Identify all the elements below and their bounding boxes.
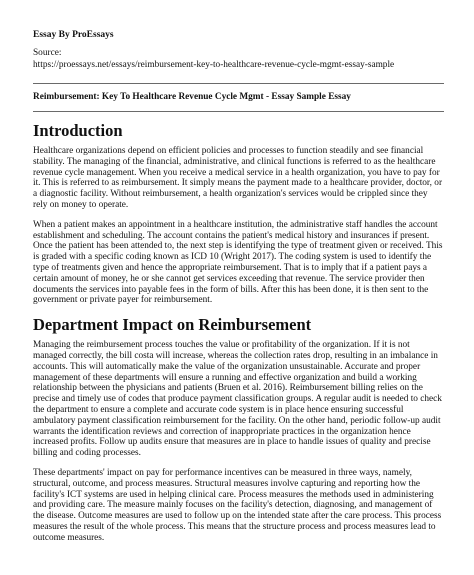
section-heading-department-impact: Department Impact on Reimbursement [33, 315, 312, 335]
intro-paragraph-2: When a patient makes an appointment in a healthcare institution, the administrative staff handles the account establishment and scheduling. The account contains the patient's medical history and insurances if present. Once the patient has been attended to, the next step is identifying the type of treatment given or received. This is graded with a specific coding known as ICD 10 (Wright 2017). The coding system is used to identify the type of treatments given and hence the appropriate reimbursement. That is to imply that if a patient pays a certain amount of money, he or she cannot get services exceeding that revenue. The service provider then documents the services into payable fees in the form of bills. After this has been done, it is then sent to the government or private payer for reimbursement. [33, 219, 443, 306]
department-paragraph-1: Managing the reimbursement process touches the value or profitability of the organization. If it is not managed correctly, the bill costa will increase, whereas the collection rates drop, resulting in an imbalance in accounts. This will automatically make the value of the organization unsustainable. Accurate and proper management of these departments will ensure a running and effective organization and build a working relationship between the physicians and patients (Bruen et al. 2016). Reimbursement billing relies on the precise and timely use of codes that produce payment classification groups. A regular audit is needed to check the department to ensure a complete and accurate code system is in place hence ensuring successful ambulatory payment classification reimbursement for the facility. On the other hand, periodic follow-up audit warrants the identification reviews and correction of inappropriate practices in the organization hence increased profits. Follow up audits ensure that measures are in place to handle issues of quality and precise billing and coding processes. [33, 340, 442, 459]
document-title: Reimbursement: Key To Healthcare Revenue Cycle Mgmt - Essay Sample Essay [33, 92, 351, 102]
intro-paragraph-1: Healthcare organizations depend on efficient policies and processes to function steadily and see financial stability. The managing of the financial, administrative, and clinical functions is referred to as the healthcare revenue cycle management. When you receive a medical service in a health organization, you have to pay for it. This is referred to as reimbursement. It simply means the payment made to a healthcare provider, doctor, or a diagnostic facility. Without reimbursement, a health organization's services would be crippled since they rely on money to operate. [33, 146, 443, 210]
title-divider [33, 111, 444, 112]
source-url: https://proessays.net/essays/reimbursement-key-to-healthcare-revenue-cycle-mgmt-essay-sample [33, 60, 395, 70]
brand-name: Essay By ProEssays [33, 30, 114, 40]
section-heading-introduction: Introduction [33, 121, 123, 140]
source-label: Source: [33, 48, 62, 58]
document-body [33, 121, 444, 553]
top-divider [33, 83, 444, 84]
department-paragraph-2: These departments' impact on pay for performance incentives can be measured in three ways, namely, structural, outcome, and process measures. Structural measures involve capturing and reporting how the facility's ICT systems are used in helping clinical care. Process measures the methods used in administering and providing care. The measure mainly focuses on the facility's detection, diagnosing, and management of the disease. Outcome measures are used to follow up on the intended state after the care process. This process measures the result of the whole process. This means that the structure process and process measures lead to outcome measures. [33, 467, 442, 543]
